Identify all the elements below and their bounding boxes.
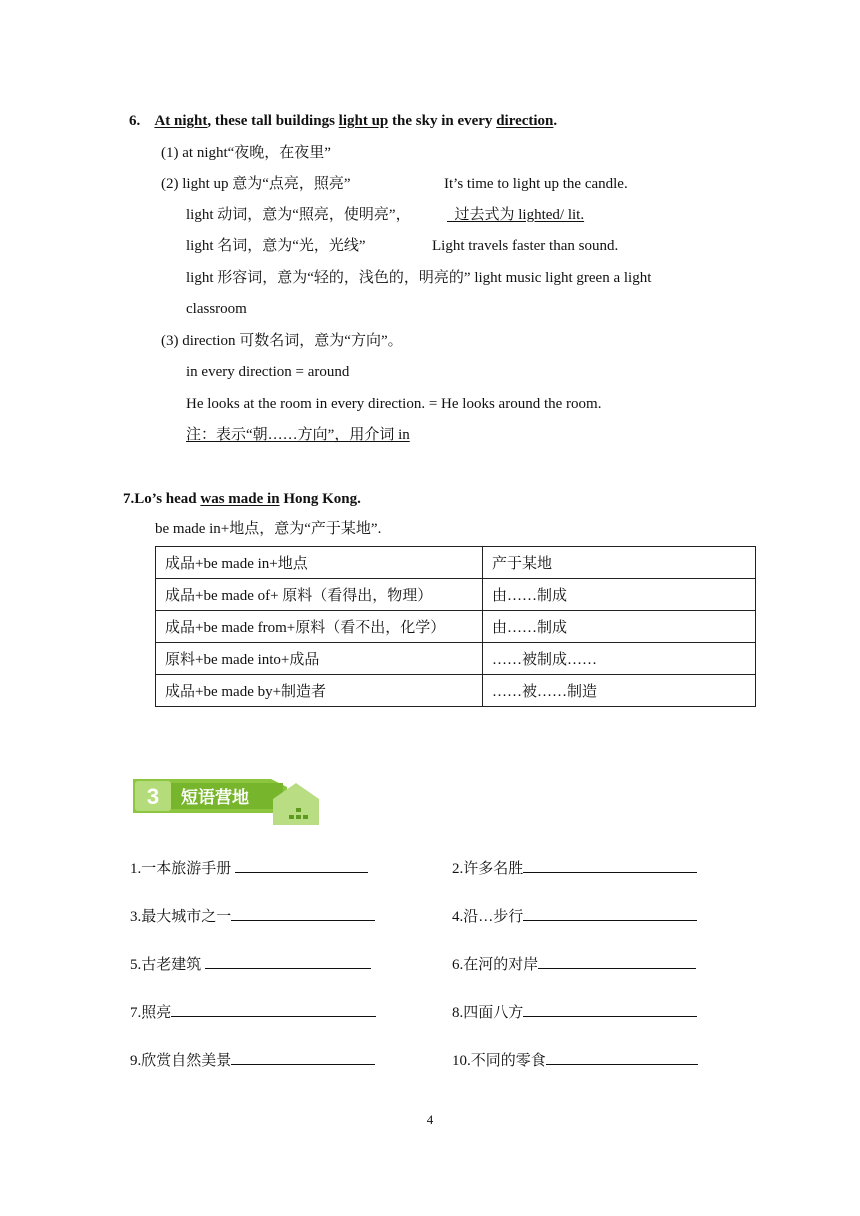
item-7-heading: 7.Lo’s head was made in Hong Kong. — [123, 491, 361, 507]
phrase-item: 6.在河的对岸 — [452, 954, 696, 974]
phrase-item: 5.古老建筑 — [130, 954, 371, 974]
note-direction: (3) direction 可数名词，意为“方向”。 — [161, 333, 403, 349]
answer-blank[interactable] — [235, 858, 368, 873]
table-cell: 由……制成 — [483, 579, 756, 611]
table-cell: ……被……制造 — [483, 675, 756, 707]
example-candle: It’s time to light up the candle. — [444, 176, 628, 192]
page-number: 4 — [426, 1112, 434, 1127]
banner-number: 3 — [146, 784, 160, 809]
note-light-verb: light 动词，意为“照亮，使明亮”， — [186, 207, 411, 223]
note-light-noun: light 名词，意为“光，光线” — [186, 238, 366, 254]
answer-blank[interactable] — [171, 1002, 376, 1017]
table-cell: 成品+be made by+制造者 — [156, 675, 483, 707]
answer-blank[interactable] — [546, 1050, 698, 1065]
item-6-heading: 6. At night, these tall buildings light up the sky in every direction. — [129, 113, 558, 129]
note-past-tense: 过去式为 lighted/ lit. — [454, 207, 585, 223]
table-row — [156, 611, 756, 643]
answer-blank[interactable] — [231, 906, 375, 921]
note-preposition: 注：表示“朝……方向”，用介词 in — [186, 427, 410, 443]
be-made-in-intro: be made in+地点，意为“产于某地”. — [155, 521, 382, 537]
table-cell: 成品+be made in+地点 — [156, 547, 483, 579]
be-made-table — [155, 546, 756, 707]
note-in-every-direction: in every direction = around — [186, 364, 350, 380]
phrase-item: 3.最大城市之一 — [130, 906, 375, 926]
phrase-item: 1.一本旅游手册 — [130, 858, 368, 878]
section-banner — [131, 775, 323, 827]
table-row — [156, 579, 756, 611]
table-cell: ……被制成…… — [483, 643, 756, 675]
table-cell: 成品+be made from+原料（看不出，化学） — [156, 611, 483, 643]
answer-blank[interactable] — [523, 1002, 697, 1017]
answer-blank[interactable] — [523, 906, 697, 921]
banner-title: 短语营地 — [181, 788, 249, 808]
phrase-item: 8.四面八方 — [452, 1002, 697, 1022]
note-light-adjective-cont: classroom — [186, 301, 247, 317]
answer-blank[interactable] — [231, 1050, 375, 1065]
example-looks-around: He looks at the room in every direction. = He looks around the room. — [186, 396, 602, 412]
table-row — [156, 547, 756, 579]
table-row — [156, 643, 756, 675]
table-cell: 由……制成 — [483, 611, 756, 643]
answer-blank[interactable] — [523, 858, 697, 873]
example-light-travels: Light travels faster than sound. — [432, 238, 619, 254]
table-cell: 成品+be made of+ 原料（看得出，物理） — [156, 579, 483, 611]
phrase-item: 7.照亮 — [130, 1002, 376, 1022]
phrase-item: 2.许多名胜 — [452, 858, 697, 878]
note-light-adjective: light 形容词，意为“轻的，浅色的，明亮的” light music light green a light — [186, 270, 652, 286]
note-light-up: (2) light up 意为“点亮，照亮” — [161, 176, 351, 192]
phrase-item: 10.不同的零食 — [452, 1050, 698, 1070]
note-at-night: (1) at night“夜晚，在夜里” — [161, 145, 331, 161]
phrase-item: 9.欣赏自然美景 — [130, 1050, 375, 1070]
table-cell: 原料+be made into+成品 — [156, 643, 483, 675]
phrase-item: 4.沿…步行 — [452, 906, 697, 926]
answer-blank[interactable] — [538, 954, 696, 969]
table-cell: 产于某地 — [483, 547, 756, 579]
table-row — [156, 675, 756, 707]
answer-blank[interactable] — [205, 954, 371, 969]
